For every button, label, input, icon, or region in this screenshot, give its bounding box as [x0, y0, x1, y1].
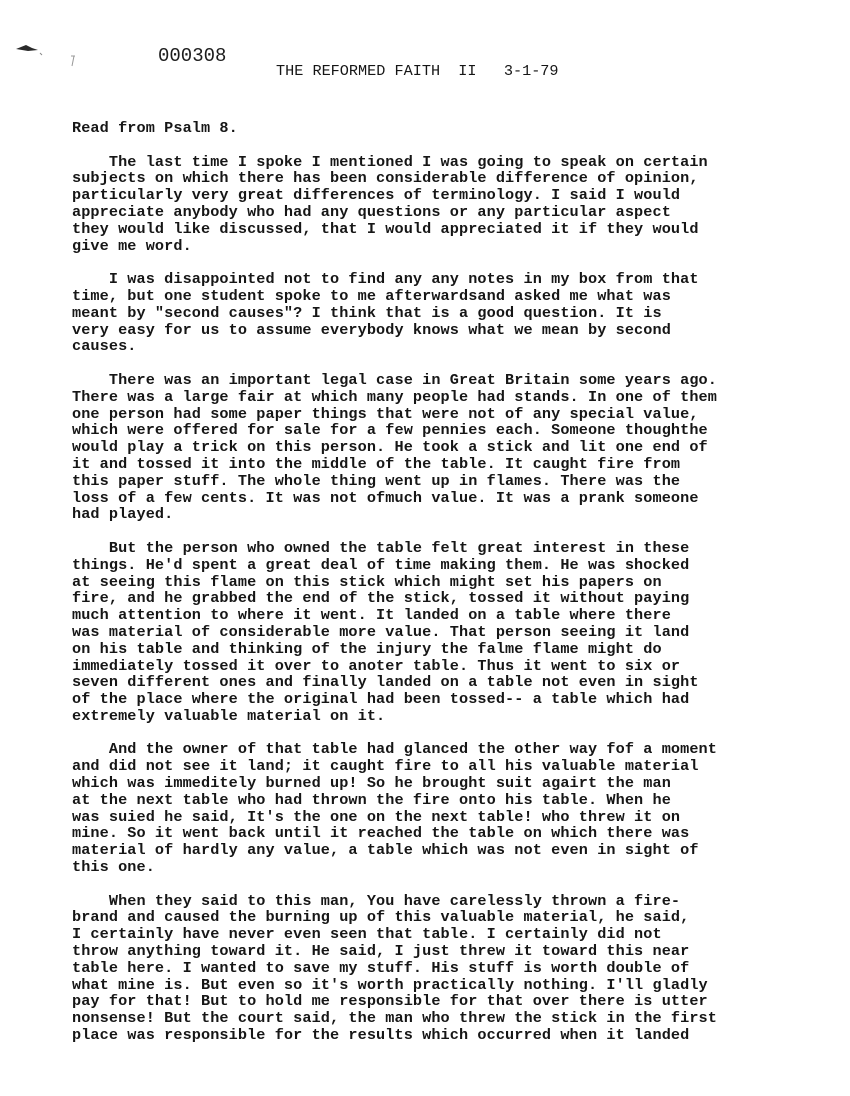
- document-body: [72, 120, 832, 1061]
- paragraph-6: When they said to this man, You have carelessly thrown a fire- brand and caused the burning up of this valuable material, he said, I certainly have never even seen that table. I certainly did not throw anything toward it. He said, I just threw it toward this near table here. I wanted to save my stuff. His stuff is worth double of what mine is. But even so it's worth practically nothing. I'll gladly pay for that! But to hold me responsible for that over there is utter nonsense! But the court said, the man who threw the stick in the first place was responsible for the results which occurred when it landed: [72, 891, 717, 1045]
- paragraph-reading: Read from Psalm 8.: [72, 119, 238, 137]
- document-header: THE REFORMED FAITH II 3-1-79: [276, 62, 559, 80]
- paragraph-3: There was an important legal case in Great Britain some years ago. There was a large fair at which many people had stands. In one of them one person had some paper things that were not of any special value, which were offered for sale for a few pennies each. Someone thoughthe would play a trick on this person. He took a stick and lit one end of it and tossed it into the middle of the table. It caught fire from this paper stuff. The whole thing went up in flames. There was the loss of a few cents. It was not ofmuch value. It was a prank someone had played.: [72, 370, 717, 524]
- document-stamp-number: 000308: [158, 45, 227, 67]
- paragraph-2: I was disappointed not to find any any notes in my box from that time, but one student spoke to me afterwardsand asked me what was meant by "second causes"? I think that is a good question. It is very easy for us to assume everybody knows what we mean by second causes.: [72, 270, 699, 356]
- paragraph-1: The last time I spoke I mentioned I was going to speak on certain subjects on which there has been considerable difference of opinion, particularly very great differences of terminology. I said I would appreciate anybody who had any questions or any particular aspect they would like discussed, that I would appreciated it if they would give me word.: [72, 152, 708, 255]
- paragraph-4: But the person who owned the table felt great interest in these things. He'd spent a great deal of time making them. He was shocked at seeing this flame on this stick which might set his papers on fire, and he grabbed the end of the stick, tossed it without paying much attention to where it went. It landed on a table where there was material of considerable more value. That person seeing it land on his table and thinking of the injury the falme flame might do immediately tossed it over to anoter table. Thus it went to six or seven different ones and finally landed on a table not even in sight of the place where the original had been tossed-- a table which had extremely valuable material on it.: [72, 538, 699, 725]
- margin-tick-icon: [68, 54, 78, 68]
- paragraph-5: And the owner of that table had glanced the other way fof a moment and did not see it land; it caught fire to all his valuable material which was immeditely burned up! So he brought suit agairt the man at the next table who had thrown the fire onto his table. When he was suied he said, It's the one on the next table! who threw it on mine. So it went back until it reached the table on which there was material of hardly any value, a table which was not even in sight of this one.: [72, 740, 717, 877]
- margin-mark-icon: [14, 41, 44, 57]
